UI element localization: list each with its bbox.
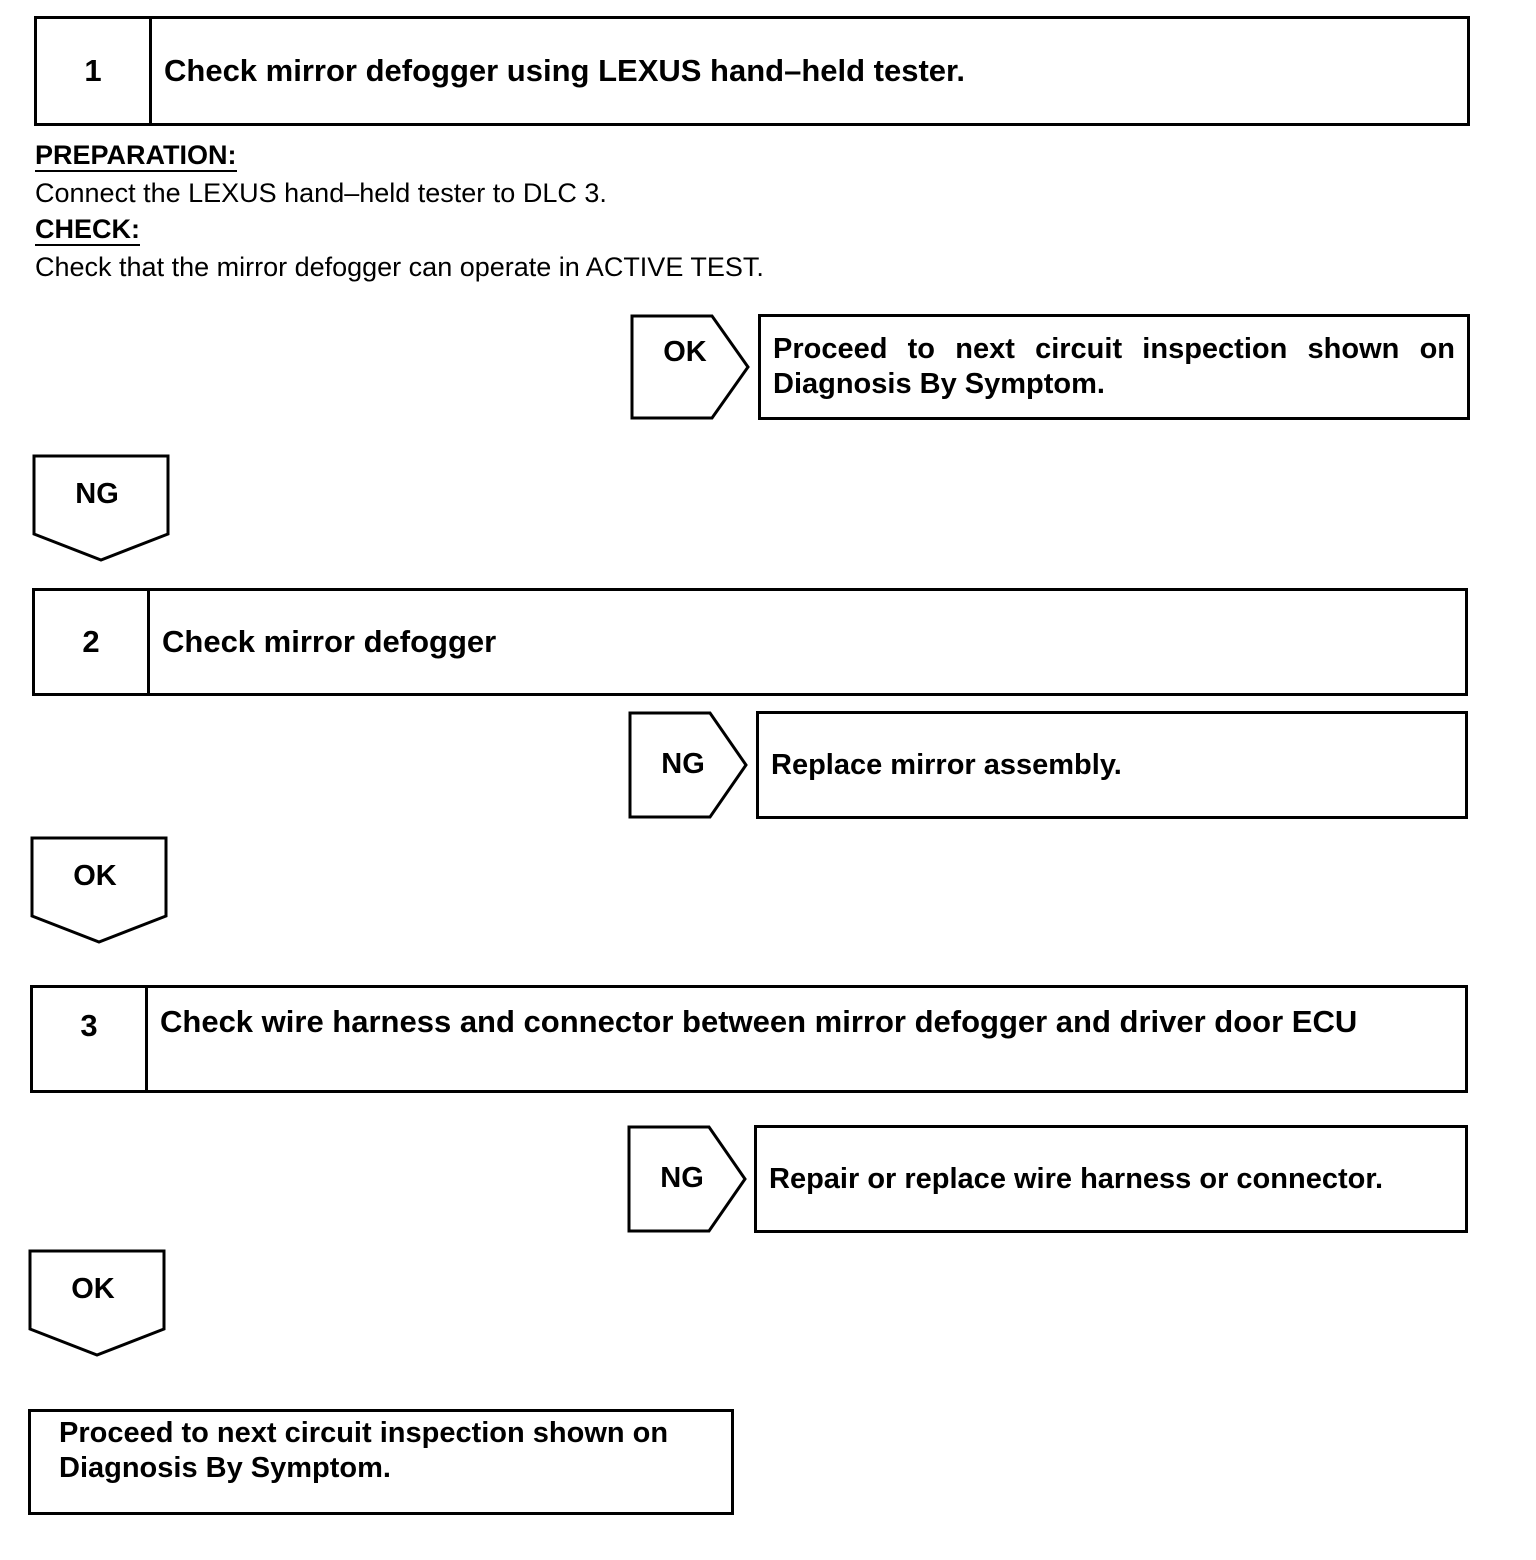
branch-label: OK bbox=[663, 336, 707, 368]
check-text: Check that the mirror defogger can operate in ACTIVE TEST. bbox=[35, 252, 764, 282]
check-label: CHECK: bbox=[35, 214, 140, 244]
preparation-label: PREPARATION: bbox=[35, 140, 237, 170]
final-result-box: Proceed to next circuit inspection shown on Diagnosis By Symptom. bbox=[28, 1409, 734, 1515]
step-number: 2 bbox=[35, 591, 150, 693]
step-1-box bbox=[34, 16, 1470, 126]
preparation-text: Connect the LEXUS hand–held tester to DLC 3. bbox=[35, 178, 607, 208]
branch-label: OK bbox=[71, 1273, 115, 1305]
branch-label: NG bbox=[661, 748, 705, 780]
preparation-section bbox=[35, 140, 764, 282]
step-title: Check wire harness and connector between mirror defogger and driver door ECU bbox=[160, 1004, 1358, 1039]
step-title: Check mirror defogger using LEXUS hand–held tester. bbox=[164, 53, 966, 88]
step-3-box bbox=[30, 985, 1468, 1093]
branch-label: NG bbox=[75, 478, 119, 510]
step-number: 3 bbox=[33, 988, 148, 1090]
result-box: Repair or replace wire harness or connector. bbox=[754, 1125, 1468, 1233]
step-title: Check mirror defogger bbox=[162, 624, 497, 659]
result-box: Proceed to next circuit inspection shown on Diagnosis By Symptom. bbox=[758, 314, 1470, 420]
step-2-box bbox=[32, 588, 1468, 696]
result-box: Replace mirror assembly. bbox=[756, 711, 1468, 819]
branch-label: OK bbox=[73, 860, 117, 892]
step-number: 1 bbox=[37, 19, 152, 123]
branch-label: NG bbox=[660, 1162, 704, 1194]
